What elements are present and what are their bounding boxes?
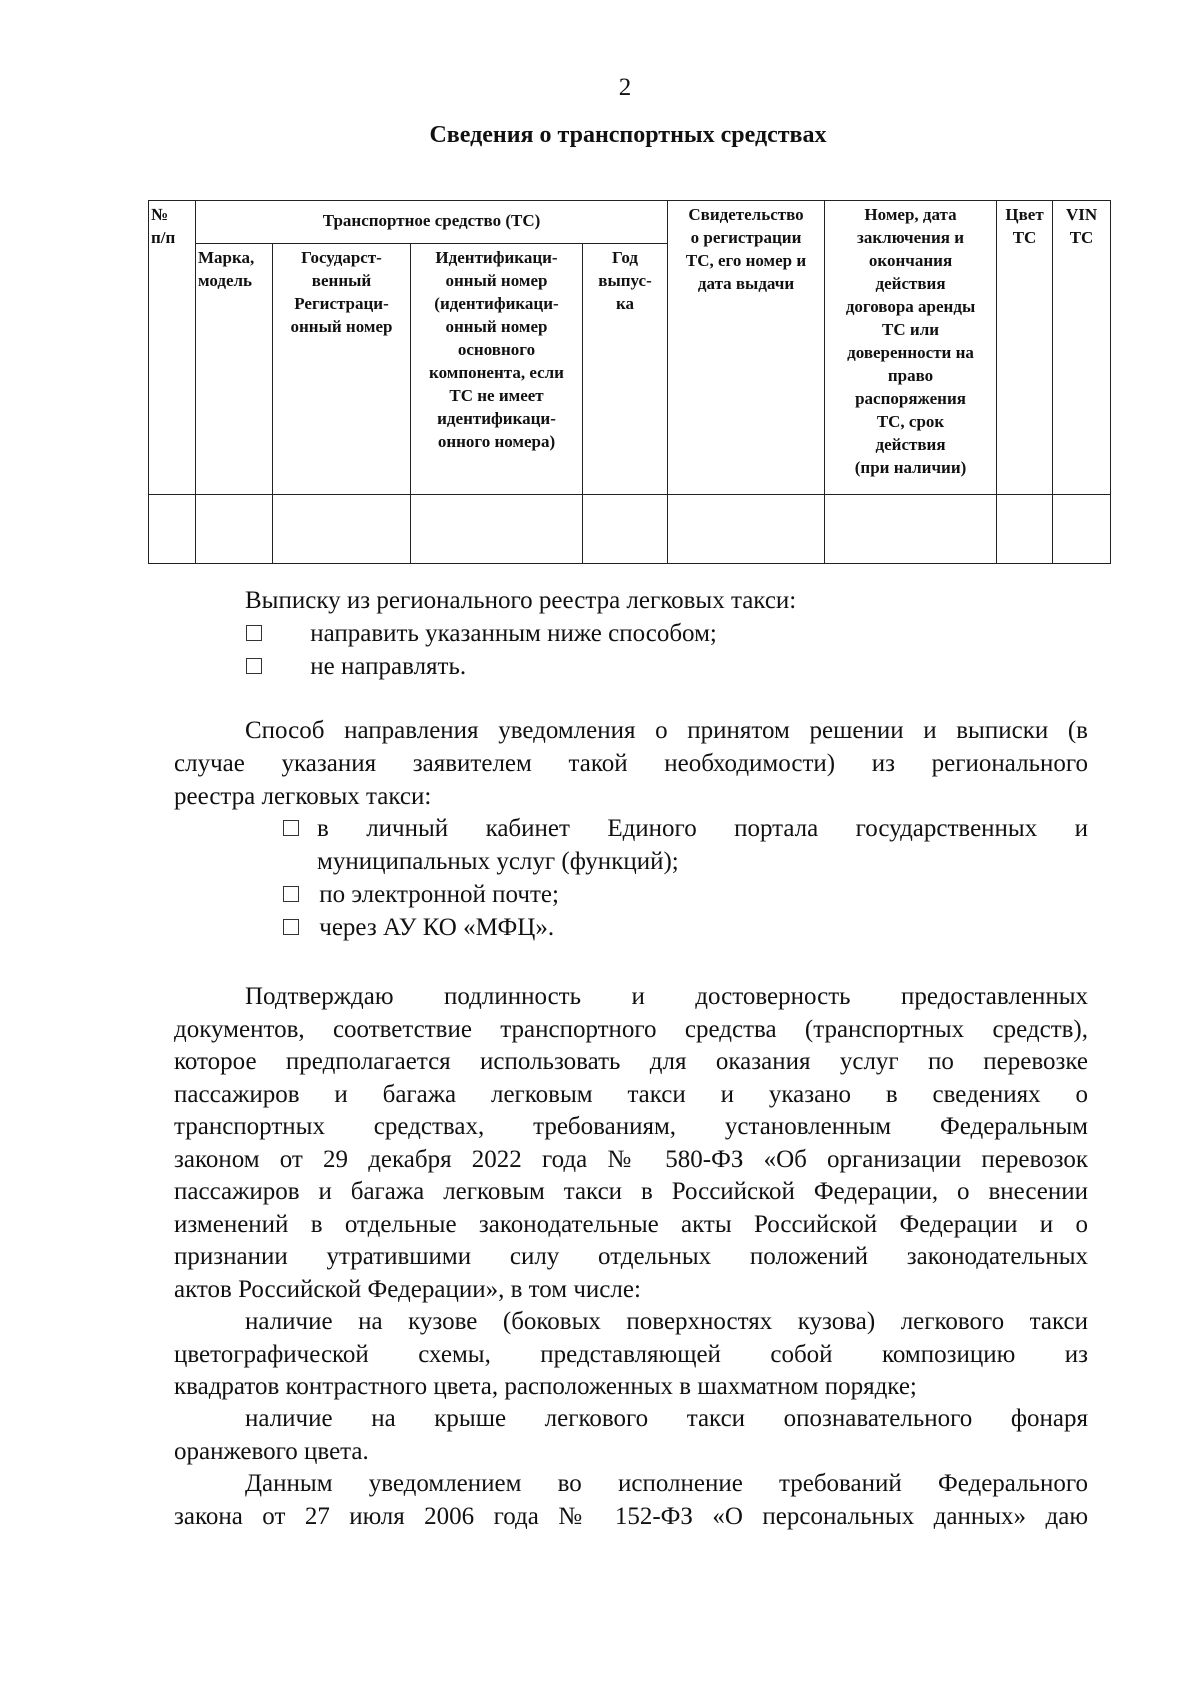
lines-line-10: актов Российской Федерации», в том числе: — [174, 1275, 641, 1303]
delivery-line-1: Способ направления уведомления о принятом решении и выписки (в — [245, 717, 1088, 744]
option-no-send[interactable] — [246, 651, 466, 684]
lines-line-7: пассажиров и багажа легковым такси в Российской Федерации, о внесении — [174, 1178, 1088, 1205]
checkbox-mfc[interactable] — [283, 919, 299, 935]
vehicles-table — [148, 200, 1111, 564]
option-email[interactable] — [283, 879, 559, 912]
checkbox-send[interactable] — [246, 625, 262, 641]
lamp_lines-line-2: оранжевого цвета. — [174, 1437, 369, 1465]
cell-certificate[interactable] — [668, 495, 825, 564]
header-vin: VIN ТС — [1053, 201, 1111, 495]
option-send-label: направить указанным ниже способом; — [310, 620, 717, 647]
option-mfc-label: через АУ КО «МФЦ». — [319, 914, 555, 941]
cell-model[interactable] — [196, 495, 273, 564]
header-certificate: Свидетельство о регистрации ТС, его номер и дата выдачи — [668, 201, 825, 495]
option-portal-label: в личный кабинет Единого портала государственных и — [317, 815, 1088, 842]
delivery-line-3: реестра легковых такси: — [174, 783, 432, 810]
scheme_lines-line-3: квадратов контрастного цвета, расположенных в шахматном порядке; — [174, 1373, 917, 1400]
extract-heading: Выписку из регионального реестра легковых такси: — [245, 587, 797, 614]
cell-color[interactable] — [997, 495, 1053, 564]
section-title: Сведения о транспортных средствах — [429, 122, 827, 148]
lines-line-5: транспортных средствах, требованиям, установленным Федеральным — [174, 1113, 1088, 1140]
header-model: Марка, модель — [196, 244, 273, 495]
delivery-line-2: случае указания заявителем такой необходимости) из регионального — [174, 750, 1088, 777]
consent_lines-line-2: закона от 27 июля 2006 года № 152-ФЗ «О персональных данных» даю — [174, 1502, 1088, 1530]
option-portal[interactable] — [283, 813, 299, 846]
header-color: Цвет ТС — [997, 201, 1053, 495]
header-id-number: Идентификаци- онный номер (идентификаци- онный номер основного компонента, если ТС не имеет идентификаци- онного номера) — [411, 244, 583, 495]
lines-line-4: пассажиров и багажа легковым такси и указано в сведениях о — [174, 1080, 1088, 1108]
cell-vin[interactable] — [1053, 495, 1111, 564]
cell-reg-number[interactable] — [273, 495, 411, 564]
option-no-send-label: не направлять. — [310, 653, 467, 680]
cell-year[interactable] — [583, 495, 668, 564]
header-vehicle-group: Транспортное средство (ТС) — [196, 201, 668, 244]
lines-line-8: изменений в отдельные законодательные акты Российской Федерации и о — [174, 1210, 1088, 1238]
header-reg-number: Государст- венный Регистраци- онный номер — [273, 244, 411, 495]
lines-line-1: Подтверждаю подлинность и достоверность предоставленных — [245, 983, 1088, 1010]
page-number: 2 — [618, 74, 632, 101]
checkbox-no-send[interactable] — [246, 658, 262, 674]
header-number: № п/п — [149, 201, 196, 495]
option-mfc[interactable] — [283, 912, 554, 945]
scheme_lines-line-2: цветографической схемы, представляющей собой композицию из — [174, 1340, 1088, 1368]
cell-id-number[interactable] — [411, 495, 583, 564]
cell-number[interactable] — [149, 495, 196, 564]
option-send[interactable] — [246, 618, 717, 651]
lamp_lines-line-1: наличие на крыше легкового такси опознавательного фонаря — [245, 1405, 1088, 1432]
cell-contract[interactable] — [825, 495, 997, 564]
lines-line-9: признании утратившими силу отдельных положений законодательных — [174, 1243, 1088, 1270]
lines-line-2: документов, соответствие транспортного средства (транспортных средств), — [174, 1015, 1088, 1043]
lines-line-6: законом от 29 декабря 2022 года № 580-ФЗ «Об организации перевозок — [174, 1145, 1088, 1173]
scheme_lines-line-1: наличие на кузове (боковых поверхностях кузова) легкового такси — [245, 1308, 1088, 1335]
option-portal-label-2: муниципальных услуг (функций); — [317, 848, 679, 875]
lines-line-3: которое предполагается использовать для оказания услуг по перевозке — [174, 1048, 1088, 1075]
checkbox-portal[interactable] — [283, 820, 299, 836]
table-row — [149, 495, 1111, 564]
header-year: Год выпус- ка — [583, 244, 668, 495]
option-email-label: по электронной почте; — [319, 881, 559, 908]
consent_lines-line-1: Данным уведомлением во исполнение требований Федерального — [245, 1470, 1088, 1497]
checkbox-email[interactable] — [283, 886, 299, 902]
header-contract: Номер, дата заключения и окончания действия договора аренды ТС или доверенности на право распоряжения ТС, срок действия (при наличии) — [825, 201, 997, 495]
